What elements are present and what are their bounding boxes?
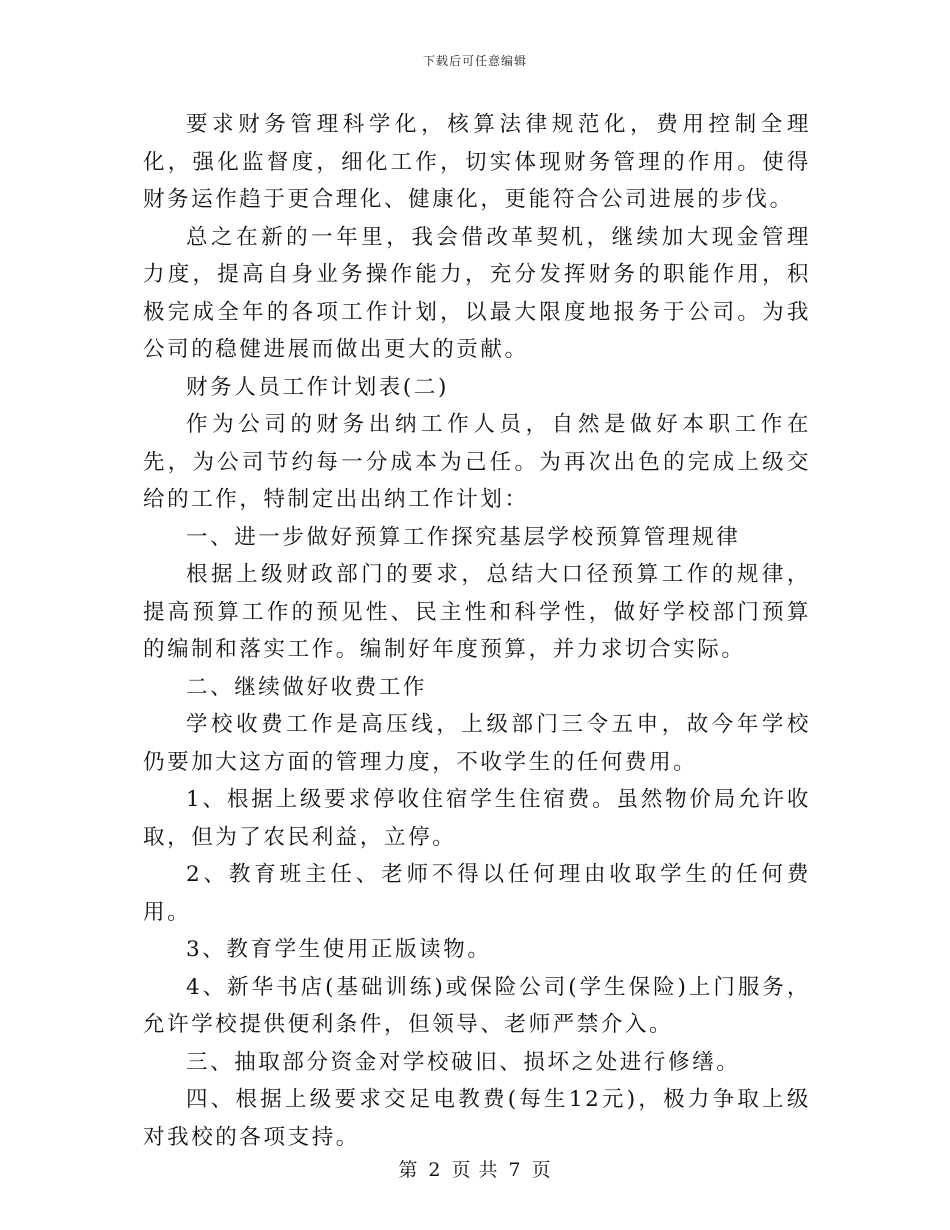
footer-suffix: 页	[531, 1159, 552, 1181]
section-heading: 二、继续做好收费工作	[186, 674, 428, 700]
paragraph: 总之在新的一年里，我会借改革契机，继续加大现金管理力度，提高自身业务操作能力，充分发挥财务的职能作用，积极完成全年的各项工作计划，以最大限度地报务于公司。为我公司的稳健进展而做出更大的贡献。	[143, 224, 811, 362]
page-total: 7	[508, 1159, 522, 1181]
footer-prefix: 第	[398, 1159, 419, 1181]
section-heading: 四、根据上级要求交足电教费(每生12元)，极力争取上级对我校的各项支持。	[143, 1087, 811, 1150]
list-item: 2、教育班主任、老师不得以任何理由收取学生的任何费用。	[143, 862, 811, 925]
paragraph: 作为公司的财务出纳工作人员，自然是做好本职工作在先，为公司节约每一分成本为己任。为再次出色的完成上级交给的工作，特制定出出纳工作计划：	[143, 412, 811, 512]
footer-middle: 页 共	[451, 1159, 499, 1181]
section-heading: 一、进一步做好预算工作探究基层学校预算管理规律	[186, 524, 741, 550]
list-item: 3、教育学生使用正版读物。	[186, 937, 492, 962]
section-heading: 三、抽取部分资金对学校破旧、损坏之处进行修缮。	[186, 1049, 741, 1075]
paragraph: 根据上级财政部门的要求，总结大口径预算工作的规律，提高预算工作的预见性、民主性和科学性，做好学校部门预算的编制和落实工作。编制好年度预算，并力求切合实际。	[143, 562, 811, 662]
paragraph: 学校收费工作是高压线，上级部门三令五申，故今年学校仍要加大这方面的管理力度，不收学生的任何费用。	[143, 712, 811, 775]
page-header-note: 下载后可任意编辑	[422, 54, 527, 68]
page-number: 2	[428, 1159, 442, 1181]
document-body	[143, 106, 811, 1156]
page-footer	[0, 1155, 950, 1182]
section-title: 财务人员工作计划表(二)	[186, 374, 449, 400]
list-item: 4、新华书店(基础训练)或保险公司(学生保险)上门服务，允许学校提供便利条件，但领导、老师严禁介入。	[143, 974, 811, 1037]
list-item: 1、根据上级要求停收住宿学生住宿费。虽然物价局允许收取，但为了农民利益，立停。	[143, 787, 811, 850]
paragraph: 要求财务管理科学化，核算法律规范化，费用控制全理化，强化监督度，细化工作，切实体现财务管理的作用。使得财务运作趋于更合理化、健康化，更能符合公司进展的步伐。	[143, 112, 811, 212]
